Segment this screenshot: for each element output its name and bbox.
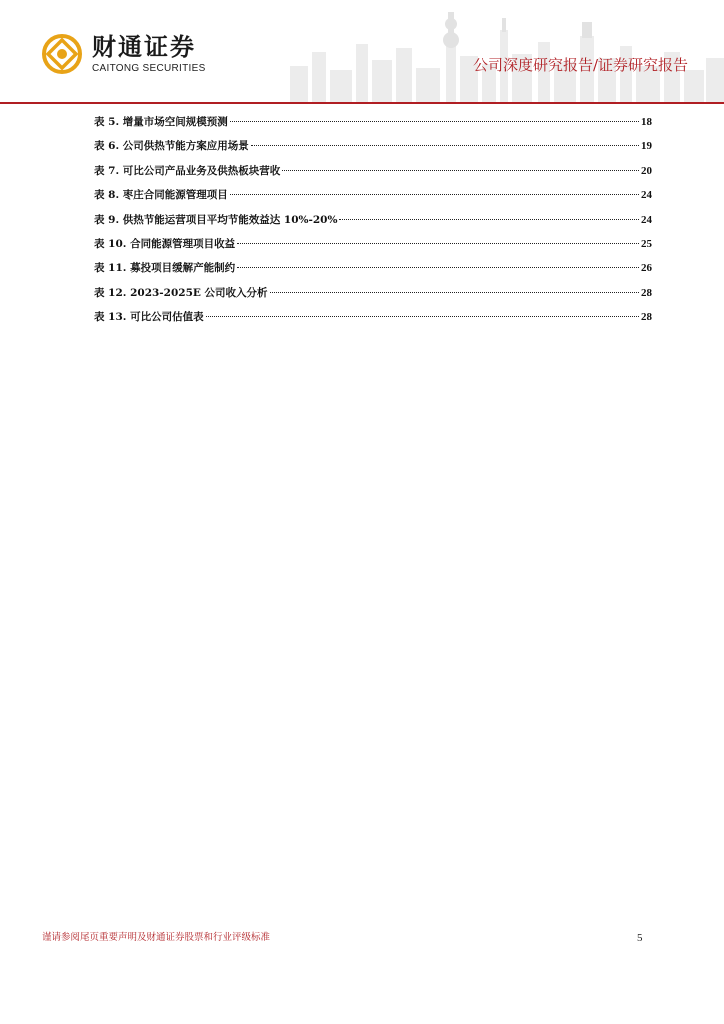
toc-dot-leader bbox=[270, 292, 639, 293]
toc-entry-page: 25 bbox=[641, 237, 652, 250]
toc-entry[interactable] bbox=[94, 114, 652, 138]
toc-entry[interactable] bbox=[94, 309, 652, 333]
toc-entry-page: 28 bbox=[641, 311, 652, 324]
toc-entry-label: 表 11. 募投项目缓解产能制约 bbox=[94, 262, 236, 275]
toc-entry-page: 18 bbox=[641, 116, 652, 128]
toc-entry-label: 表 7. 可比公司产品业务及供热板块营收 bbox=[94, 164, 281, 177]
toc-entry-label: 表 10. 合同能源管理项目收益 bbox=[94, 237, 236, 250]
toc-entry[interactable] bbox=[94, 138, 652, 162]
toc-entry-page: 28 bbox=[641, 286, 652, 299]
toc-dot-leader bbox=[339, 219, 639, 220]
toc-dot-leader bbox=[282, 170, 639, 171]
toc-dot-leader bbox=[251, 145, 639, 146]
toc-dot-leader bbox=[206, 316, 639, 317]
logo-chinese-name: 财通证券 bbox=[92, 33, 196, 61]
toc-entry-label: 表 9. 供热节能运营项目平均节能效益达 10%-20% bbox=[94, 213, 338, 226]
toc-entry-label: 表 5. 增量市场空间规模预测 bbox=[94, 116, 228, 128]
table-of-contents bbox=[94, 114, 652, 334]
toc-entry[interactable] bbox=[94, 187, 652, 211]
page-header bbox=[0, 0, 724, 106]
toc-entry[interactable] bbox=[94, 212, 652, 236]
page-number: 5 bbox=[637, 932, 643, 944]
toc-dot-leader bbox=[237, 243, 639, 244]
toc-entry-label: 表 13. 可比公司估值表 bbox=[94, 311, 204, 324]
toc-entry[interactable] bbox=[94, 236, 652, 260]
toc-entry-label: 表 6. 公司供热节能方案应用场景 bbox=[94, 140, 249, 153]
report-type-title: 公司深度研究报告/证券研究报告 bbox=[472, 56, 688, 74]
toc-entry[interactable] bbox=[94, 260, 652, 284]
toc-entry[interactable] bbox=[94, 285, 652, 309]
toc-entry-page: 24 bbox=[641, 189, 652, 202]
toc-entry[interactable] bbox=[94, 163, 652, 187]
toc-entry-page: 20 bbox=[641, 164, 652, 177]
toc-dot-leader bbox=[237, 267, 639, 268]
toc-entry-page: 19 bbox=[641, 140, 652, 153]
toc-entry-page: 24 bbox=[641, 213, 652, 226]
toc-entry-label: 表 8. 枣庄合同能源管理项目 bbox=[94, 189, 228, 202]
toc-dot-leader bbox=[230, 121, 639, 122]
toc-entry-page: 26 bbox=[641, 262, 652, 275]
toc-dot-leader bbox=[230, 194, 639, 195]
footer-disclaimer: 谨请参阅尾页重要声明及财通证券股票和行业评级标准 bbox=[42, 932, 271, 943]
toc-entry-label: 表 12. 2023-2025E 公司收入分析 bbox=[94, 286, 268, 299]
logo-english-name: CAITONG SECURITIES bbox=[92, 63, 206, 74]
header-divider bbox=[0, 102, 724, 104]
caitong-logo-icon bbox=[42, 34, 82, 74]
